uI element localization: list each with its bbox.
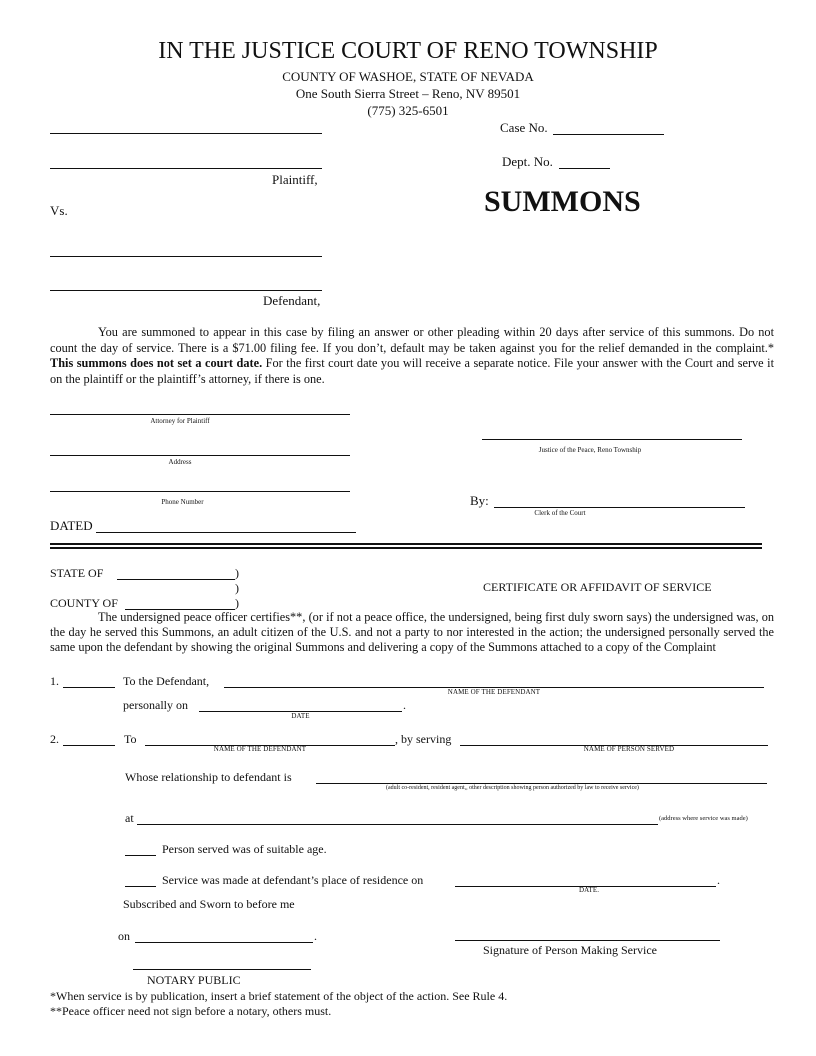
person-served-caption: NAME OF PERSON SERVED: [583, 745, 675, 753]
paren-3: ): [235, 596, 239, 610]
residence-date-caption: DATE.: [579, 886, 600, 894]
item2-check-field[interactable]: [63, 731, 115, 746]
clerk-line[interactable]: [494, 507, 745, 508]
case-no-label: Case No.: [500, 120, 548, 135]
item2-to-label: To: [124, 732, 137, 746]
suitable-age-check[interactable]: [125, 841, 156, 856]
phone-caption: Phone Number: [161, 498, 204, 506]
court-county: COUNTY OF WASHOE, STATE OF NEVADA: [282, 69, 534, 84]
sworn-date-field[interactable]: [135, 928, 313, 943]
item2-defendant-caption: NAME OF THE DEFENDANT: [213, 745, 307, 753]
dated-label: DATED: [50, 518, 93, 533]
vs-label: Vs.: [50, 203, 68, 218]
residence-check[interactable]: [125, 872, 156, 887]
defendant-line-2[interactable]: [50, 290, 322, 291]
personally-on-label: personally on: [123, 698, 188, 712]
defendant-label: Defendant,: [263, 293, 321, 308]
affidavit-title: CERTIFICATE OR AFFIDAVIT OF SERVICE: [483, 580, 712, 594]
service-address-caption: (address where service was made): [659, 815, 748, 822]
justice-caption: Justice of the Peace, Reno Township: [538, 446, 642, 454]
residence-label: Service was made at defendant’s place of residence on: [162, 873, 424, 887]
paren-1: ): [235, 566, 239, 580]
summons-paragraph: You are summoned to appear in this case by filing an answer or other pleading within 20 days after service of this summons. Do not count the day of service. There is a $71.00 filing fee. If you don’t, default may be taken against you for the relief demanded in the complaint.* This summons does not set a court date. For the first court date you will receive a separate notice. File your answer with the Court and serve it on the plaintiff or the plaintiff’s attorney, if there is one.: [50, 325, 774, 386]
phone-line[interactable]: [50, 491, 350, 492]
attorney-line[interactable]: [50, 414, 350, 415]
subscribed-label: Subscribed and Sworn to before me: [123, 897, 295, 911]
relationship-field[interactable]: [316, 769, 767, 784]
person-served-field[interactable]: [460, 731, 768, 746]
no-court-date-notice: This summons does not set a court date.: [50, 356, 263, 370]
dept-no-field[interactable]: [559, 154, 610, 169]
personally-on-date-field[interactable]: [199, 697, 402, 712]
section-divider: [50, 543, 762, 549]
footnote-1: *When service is by publication, insert a brief statement of the object of the action. See Rule 4.: [50, 989, 508, 1003]
relationship-label: Whose relationship to defendant is: [125, 770, 292, 784]
residence-period: .: [717, 873, 720, 887]
server-signature-line[interactable]: [455, 940, 720, 941]
address-line[interactable]: [50, 455, 350, 456]
service-address-field[interactable]: [137, 810, 658, 825]
defendant-name-caption: NAME OF THE DEFENDANT: [447, 688, 541, 696]
residence-date-field[interactable]: [455, 872, 716, 887]
defendant-name-field[interactable]: [224, 673, 764, 688]
court-phone: (775) 325-6501: [367, 103, 449, 118]
address-caption: Address: [168, 458, 192, 466]
item1-number: 1.: [50, 674, 59, 688]
plaintiff-line-2[interactable]: [50, 168, 322, 169]
affidavit-intro: The undersigned peace officer certifies**, (or if not a peace office, the undersigned, being first duly sworn says) the undersigned was, on the day he served this Summons, an adult citizen of the U.S. and not a party to nor interested in the action; the undersigned personally served the same upon the defendant by showing the original Summons and delivering a copy of the Summons attached to a copy of the Complaint: [50, 610, 774, 654]
notary-line[interactable]: [133, 969, 311, 970]
summons-title: SUMMONS: [484, 185, 641, 218]
item2-defendant-field[interactable]: [145, 731, 395, 746]
server-signature-caption: Signature of Person Making Service: [483, 943, 657, 957]
by-label: By:: [470, 493, 489, 508]
state-field[interactable]: [117, 565, 235, 580]
clerk-caption: Clerk of the Court: [534, 509, 586, 517]
personally-on-date-caption: DATE: [291, 712, 310, 720]
item1-label: To the Defendant,: [123, 674, 210, 688]
notary-caption: NOTARY PUBLIC: [147, 973, 241, 987]
suitable-age-label: Person served was of suitable age.: [162, 842, 327, 856]
state-of-label: STATE OF: [50, 566, 104, 580]
dated-line[interactable]: [96, 532, 356, 533]
court-address: One South Sierra Street – Reno, NV 89501: [295, 86, 521, 101]
personally-on-period: .: [403, 698, 406, 712]
footnote-2: **Peace officer need not sign before a notary, others must.: [50, 1004, 332, 1018]
plaintiff-label: Plaintiff,: [272, 172, 318, 187]
justice-line[interactable]: [482, 439, 742, 440]
item2-number: 2.: [50, 732, 59, 746]
defendant-line-1[interactable]: [50, 256, 322, 257]
sworn-date-period: .: [314, 929, 317, 943]
item1-check-field[interactable]: [63, 673, 115, 688]
by-serving-label: , by serving: [395, 732, 452, 746]
county-of-label: COUNTY OF: [50, 596, 118, 610]
at-label: at: [125, 811, 134, 825]
relationship-caption: (adult co-resident, resident agent,, other description showing person authorized by law to receive service): [386, 785, 639, 791]
on-label: on: [118, 929, 130, 943]
dept-no-label: Dept. No.: [502, 154, 553, 169]
paren-2: ): [235, 581, 239, 595]
case-no-field[interactable]: [553, 120, 664, 135]
plaintiff-line-1[interactable]: [50, 133, 322, 134]
court-title: IN THE JUSTICE COURT OF RENO TOWNSHIP: [158, 38, 658, 64]
county-field[interactable]: [125, 595, 235, 610]
attorney-caption: Attorney for Plaintiff: [150, 417, 210, 425]
